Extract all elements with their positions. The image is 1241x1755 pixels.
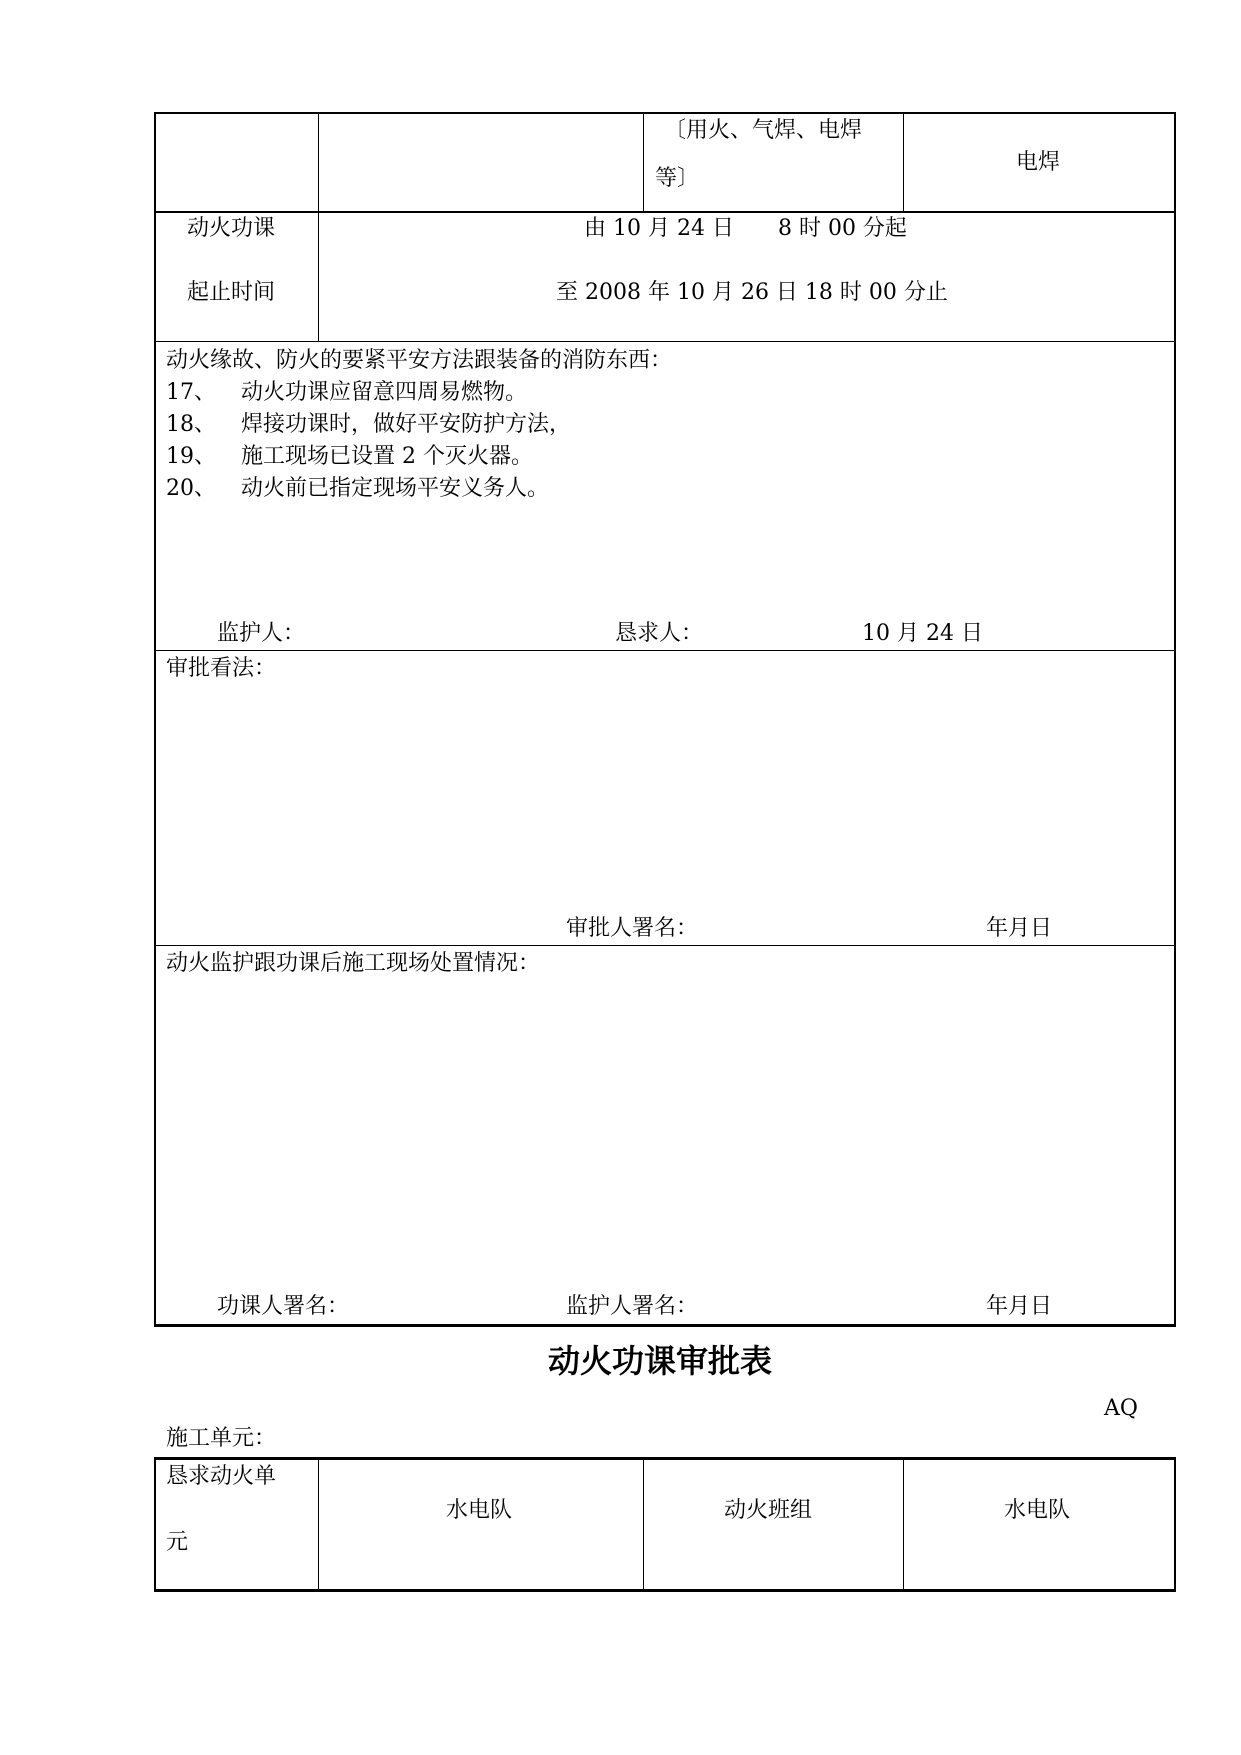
guardian-signature-label: 监护人署名： [566,1294,699,1319]
applying-unit-label-line2: 元 [166,1530,189,1555]
precaution-item-num: 20、 [166,476,216,501]
work-time-label-line1: 动火功课 [187,216,276,241]
approval-divider [154,945,1176,946]
fire-team-label: 动火班组 [724,1498,813,1523]
second-col3-divider [903,1457,904,1592]
row1-divider [154,211,1176,213]
applying-unit-value: 水电队 [446,1498,513,1523]
precaution-item-text: 焊接功课时，做好平安防护方法， [241,412,572,437]
approver-signature-label: 审批人署名： [566,916,699,941]
second-col1-divider [318,1457,319,1592]
aftermath-date-label: 年月日 [986,1294,1053,1319]
precautions-heading: 动火缘故、防火的要紧平安方法跟装备的消防东西： [166,348,673,373]
col1-divider [318,112,319,342]
col2-divider [643,112,644,212]
application-date: 10 月 24 日 [862,621,983,646]
second-table-border-right [1174,1457,1176,1592]
fire-type-value: 电焊 [1016,150,1061,175]
approval-date-label: 年月日 [986,916,1053,941]
precaution-item-num: 19、 [166,444,216,469]
top-table-border-top [154,112,1176,114]
fire-type-label-line2: 等〕 [655,166,700,191]
precaution-item-num: 17、 [166,380,216,405]
fire-type-label-line1: 〔用火、气焊、电焊 [664,118,863,143]
work-time-from: 由 10 月 24 日 8 时 00 分起 [584,216,907,241]
top-table-border-right [1174,112,1176,1326]
form-code: AQ [1104,1396,1138,1421]
precaution-item-num: 18、 [166,412,216,437]
col3-divider [903,112,904,212]
applicant-label: 恳求人： [615,621,704,646]
form-title: 动火功课审批表 [547,1342,772,1380]
top-table-border-left [154,112,156,1326]
second-table-border-bottom [154,1589,1176,1592]
applying-unit-label-line1: 恳求动火单 [166,1464,277,1489]
precaution-item-text: 动火功课应留意四周易燃物。 [241,380,528,405]
work-time-label-line2: 起止时间 [187,280,276,305]
precautions-divider [154,650,1176,651]
top-table-border-bottom [154,1324,1176,1327]
unit-label: 施工单元： [166,1426,277,1451]
second-table-border-left [154,1457,156,1592]
worker-signature-label: 功课人署名： [217,1294,350,1319]
second-table-border-top [154,1457,1176,1460]
precaution-item-text: 施工现场已设置 2 个灭火器。 [241,444,533,469]
second-col2-divider [643,1457,644,1592]
aftermath-heading: 动火监护跟功课后施工现场处置情况： [166,951,541,976]
work-time-to: 至 2008 年 10 月 26 日 18 时 00 分止 [556,280,948,305]
fire-team-value: 水电队 [1004,1498,1071,1523]
guardian-label: 监护人： [217,621,306,646]
precaution-item-text: 动火前已指定现场平安义务人。 [241,476,550,501]
approval-heading: 审批看法： [166,656,277,681]
row2-divider [154,341,1176,342]
